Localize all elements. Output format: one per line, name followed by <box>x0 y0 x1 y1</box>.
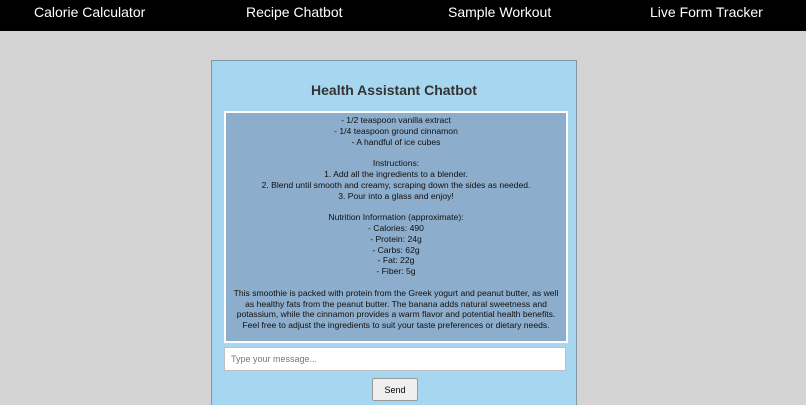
nutrition-item: - Fiber: 5g <box>376 266 416 277</box>
nutrition-item: - Fat: 22g <box>377 255 415 266</box>
message-summary: This smoothie is packed with protein from the Greek yogurt and peanut butter, as well as healthy fats from the peanut butter. The banana adds natural sweetness and potassium, while the cinnamon provides a warm flavor and potential health benefits. Feel free to adjust the ingredients to suit your taste preferences or dietary needs. <box>233 287 559 331</box>
nav-live-form-tracker[interactable]: Live Form Tracker <box>650 4 763 20</box>
message-line: - 1/2 teaspoon vanilla extract <box>341 115 451 125</box>
nav-sample-workout[interactable]: Sample Workout <box>448 4 552 20</box>
message-spacer <box>229 277 563 288</box>
chat-log[interactable] <box>224 111 568 343</box>
message-spacer <box>229 147 563 158</box>
instruction-step: 1. Add all the ingredients to a blender. <box>324 168 468 179</box>
nav-calorie-calculator[interactable]: Calorie Calculator <box>34 4 146 20</box>
chatbot-title: Health Assistant Chatbot <box>311 82 477 98</box>
message-line: - A handful of ice cubes <box>351 136 441 147</box>
send-button[interactable]: Send <box>372 378 418 401</box>
message-spacer <box>229 201 563 212</box>
message-input[interactable] <box>224 347 566 371</box>
instruction-step: 2. Blend until smooth and creamy, scraping down the sides as needed. <box>261 179 531 190</box>
nutrition-heading: Nutrition Information (approximate): <box>328 212 464 223</box>
message-line: - 1/4 teaspoon ground cinnamon <box>334 125 458 136</box>
top-navigation-bar <box>0 0 806 31</box>
nutrition-item: - Calories: 490 <box>368 222 424 233</box>
nav-recipe-chatbot[interactable]: Recipe Chatbot <box>246 4 343 20</box>
instructions-heading: Instructions: <box>372 158 420 169</box>
nutrition-item: - Protein: 24g <box>370 233 422 244</box>
instruction-step: 3. Pour into a glass and enjoy! <box>338 190 454 201</box>
chatbot-panel <box>211 60 577 405</box>
nutrition-item: - Carbs: 62g <box>372 244 420 255</box>
